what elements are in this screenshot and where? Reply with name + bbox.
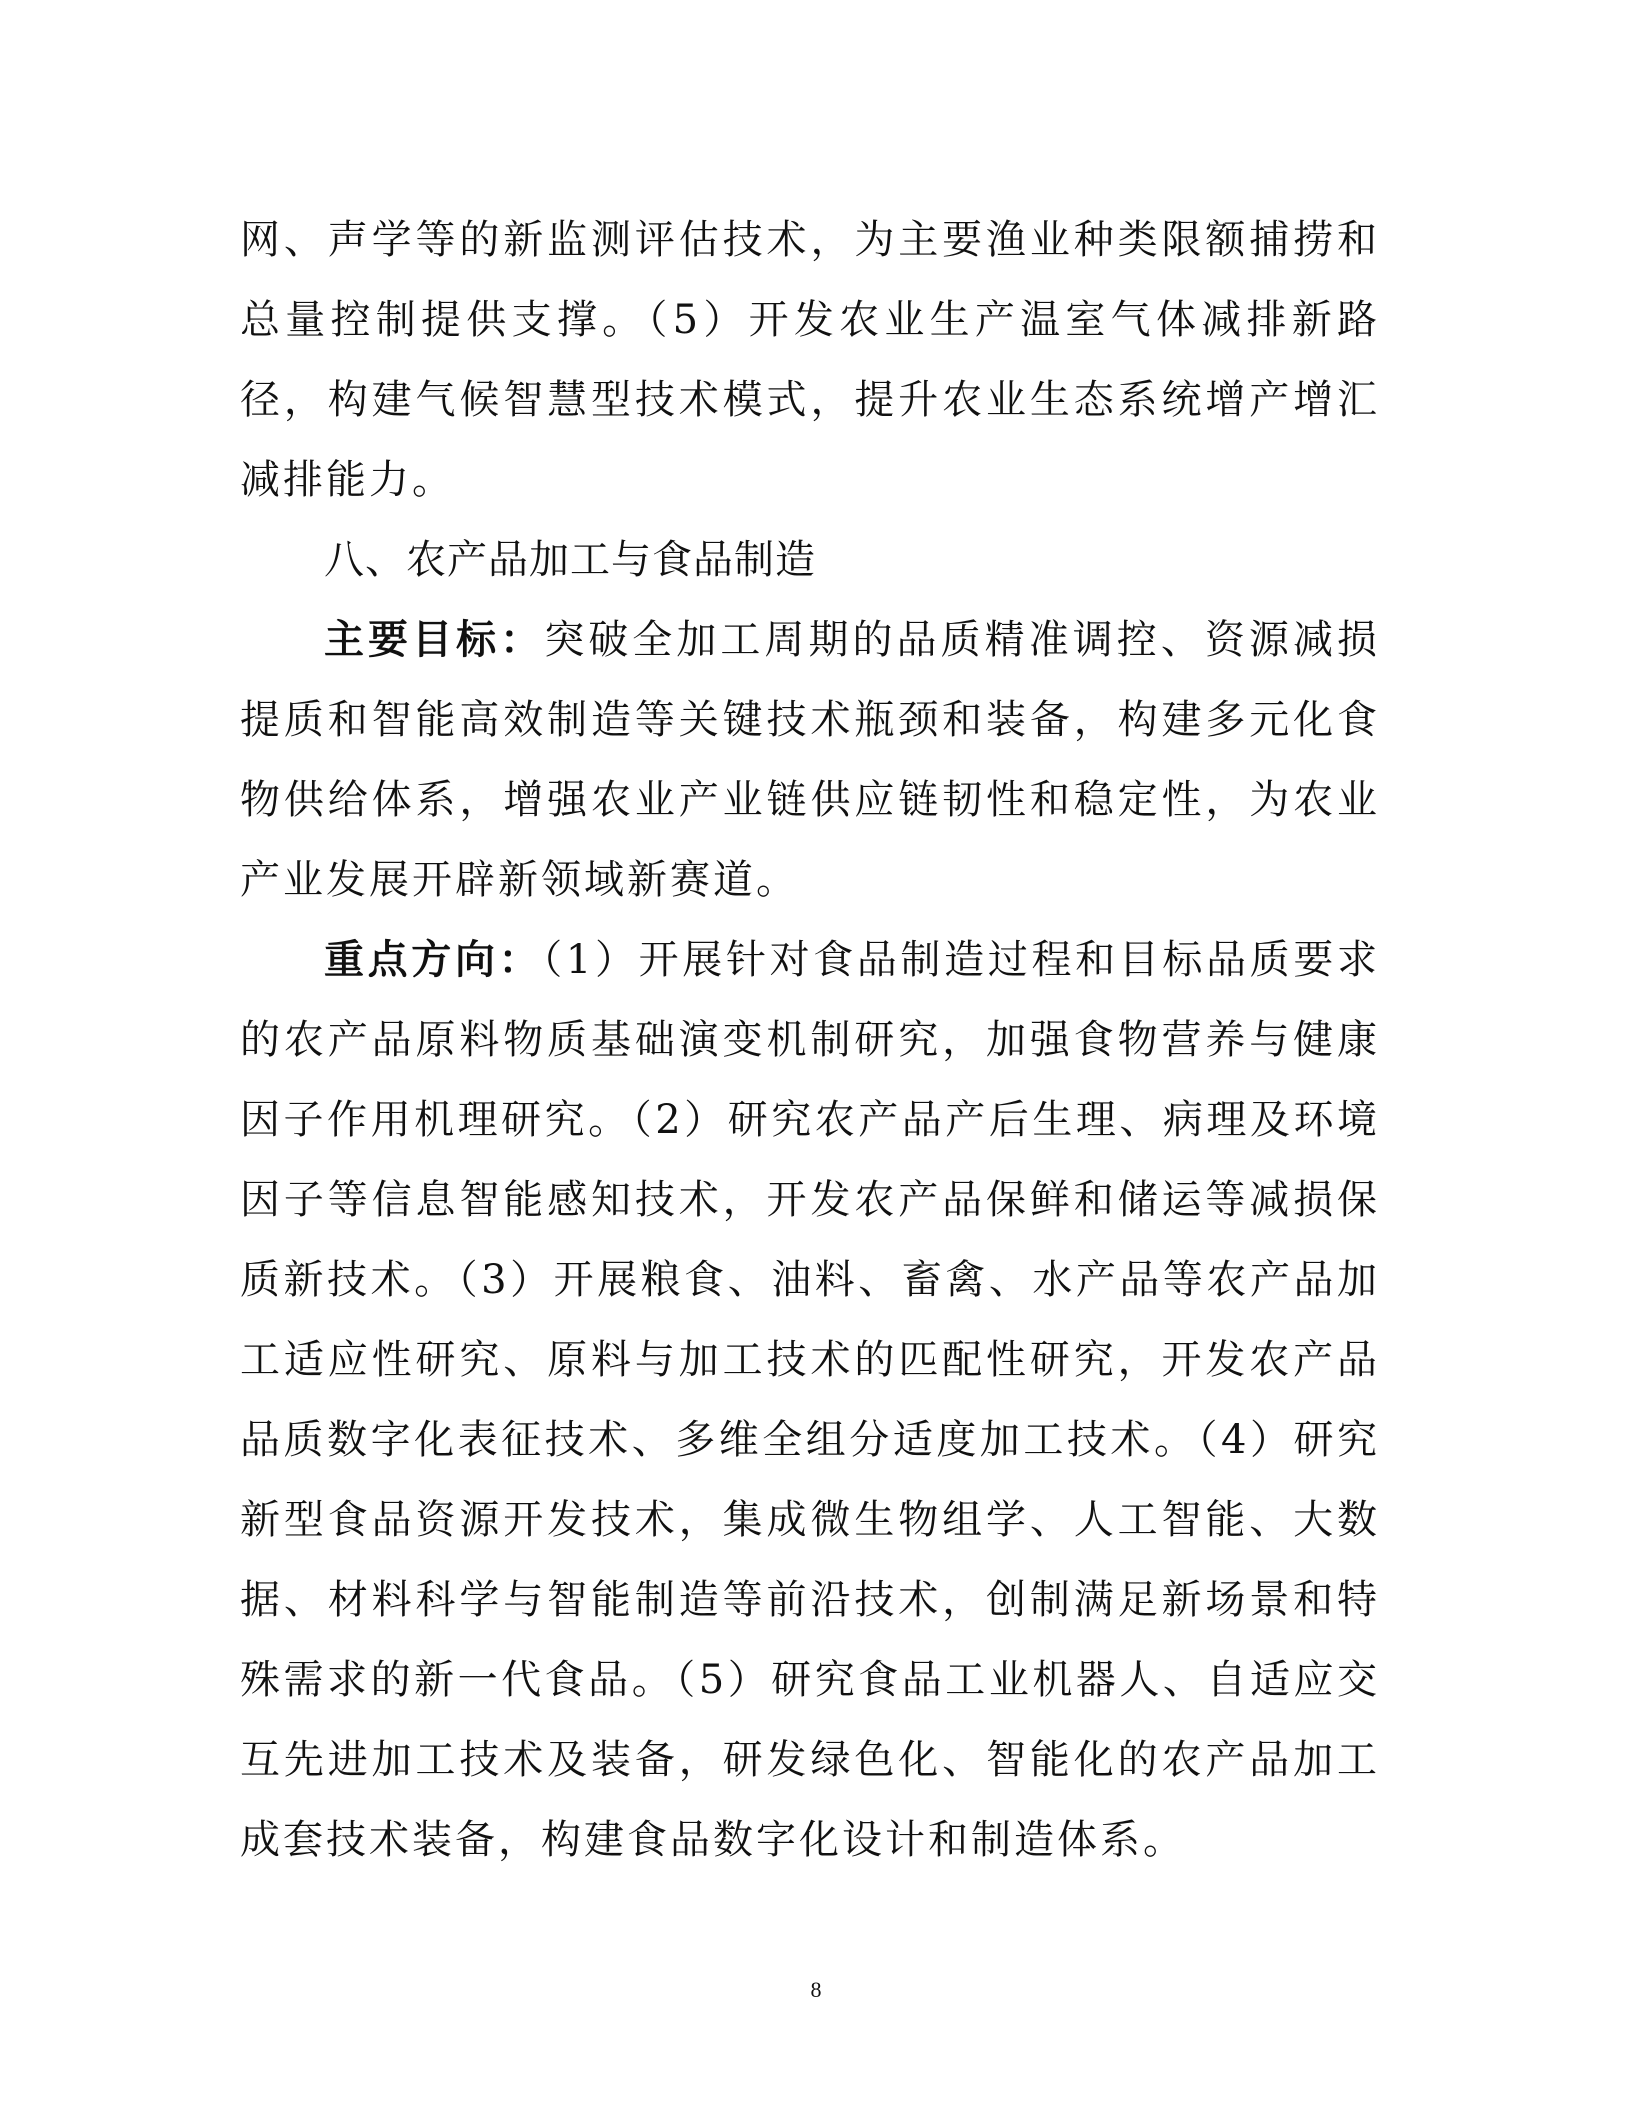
document-body [240,200,1380,1880]
directions-text: （1）开展针对食品制造过程和目标品质要求的农产品原料物质基础演变机制研究，加强食物营养与健康因子作用机理研究。（2）研究农产品产后生理、病理及环境因子等信息智能感知技术，开发农产品保鲜和储运等减损保质新技术。（3）开展粮食、油料、畜禽、水产品等农产品加工适应性研究、原料与加工技术的匹配性研究，开发农产品品质数字化表征技术、多维全组分适度加工技术。（4）研究新型食品资源开发技术，集成微生物组学、人工智能、大数据、材料科学与智能制造等前沿技术，创制满足新场景和特殊需求的新一代食品。（5）研究食品工业机器人、自适应交互先进加工技术及装备，研发绿色化、智能化的农产品加工成套技术装备，构建食品数字化设计和制造体系。 [240,937,1381,1863]
objective-paragraph [240,600,1380,920]
objective-text: 突破全加工周期的品质精准调控、资源减损提质和智能高效制造等关键技术瓶颈和装备，构建多元化食物供给体系，增强农业产业链供应链韧性和稳定性，为农业产业发展开辟新领域新赛道。 [240,617,1381,903]
directions-paragraph [240,920,1380,1880]
objective-label: 主要目标： [324,616,545,663]
directions-label: 重点方向： [324,936,543,983]
continuation-paragraph: 网、声学等的新监测评估技术，为主要渔业种类限额捕捞和总量控制提供支撑。（5）开发农业生产温室气体减排新路径，构建气候智慧型技术模式，提升农业生态系统增产增汇减排能力。 [240,217,1380,503]
page-number: 8 [810,1977,822,2002]
section-heading: 八、农产品加工与食品制造 [324,537,816,583]
